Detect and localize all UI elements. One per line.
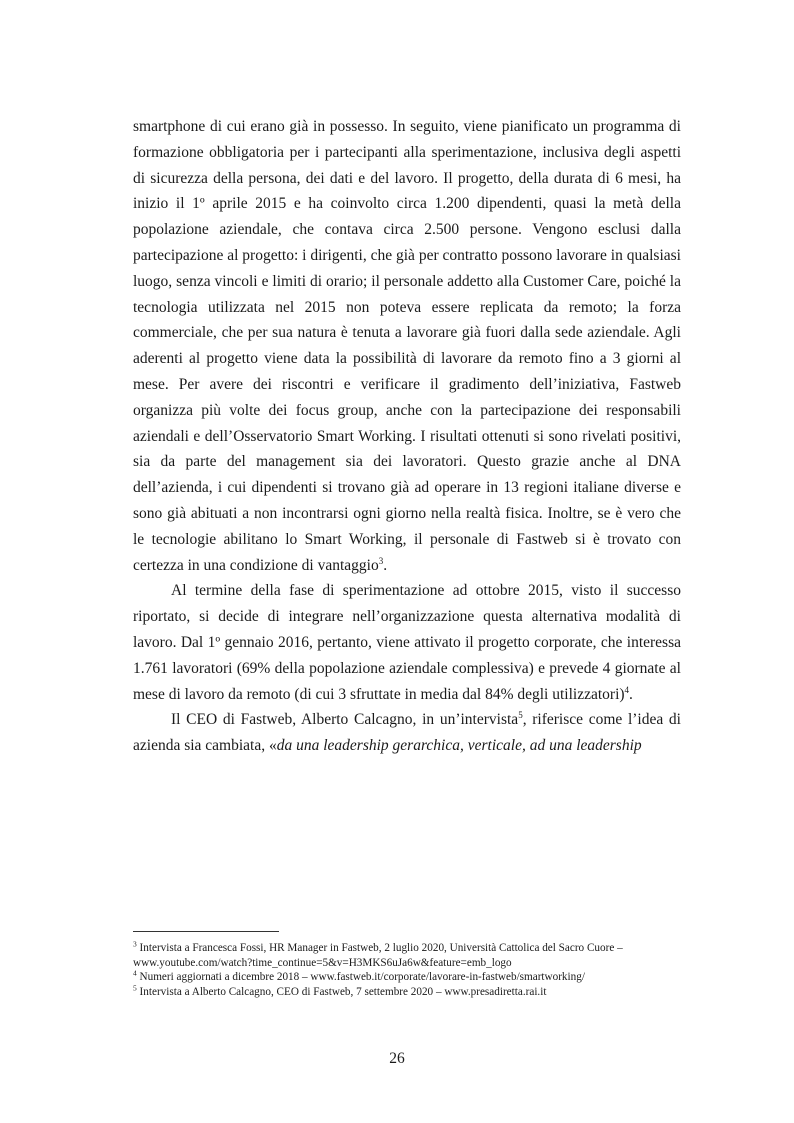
footnote-text: Intervista a Alberto Calcagno, CEO di Fastweb, 7 settembre 2020 – www.presadiretta.rai.it [136, 985, 547, 998]
paragraph-3 [133, 707, 681, 759]
paragraph-3-text-before: Il CEO di Fastweb, Alberto Calcagno, in un’intervista [171, 711, 519, 729]
page-number: 26 [389, 1050, 405, 1067]
footnote-5 [133, 985, 681, 1000]
footnotes [133, 941, 681, 999]
main-text [133, 114, 681, 759]
footnote-text: Numeri aggiornati a dicembre 2018 – www.fastweb.it/corporate/lavorare-in-fastweb/smartworking/ [136, 971, 585, 984]
footnote-3 [133, 941, 681, 970]
footnote-text: Intervista a Francesca Fossi, HR Manager in Fastweb, 2 luglio 2020, Università Cattolica del Sacro Cuore – www.youtube.com/watch?time_continue=5&v=H3MKS6uJa6w&feature=emb_logo [133, 942, 623, 969]
footnote-ref-3: 3 [378, 555, 384, 566]
paragraph-2: Al termine della fase di sperimentazione ad ottobre 2015, visto il successo riportato, si decide di integrare nell’organizzazione questa alternativa modalità di lavoro. Dal 1º gennaio 2016, pertanto, viene attivato il progetto corporate, che interessa 1.761 lavoratori (69% della popolazione aziendale complessiva) e prevede 4 giornate al mese di lavoro da remoto (di cui 3 sfruttate in media dal 84% degli utilizzatori)$^4$. [133, 582, 681, 703]
paragraph-3-text-after: , riferisce come l’idea di azienda sia cambiata, « [133, 711, 681, 755]
paragraph-1: smartphone di cui erano già in possesso. In seguito, viene pianificato un programma di formazione obbligatoria per i partecipanti alla sperimentazione, inclusiva degli aspetti di sicurezza della persona, dei dati e del lavoro. Il progetto, della durata di 6 mesi, ha inizio il 1º aprile 2015 e ha coinvolto circa 1.200 dipendenti, quasi la metà della popolazione aziendale, che contava circa 2.500 persone. Vengono esclusi dalla partecipazione al progetto: i dirigenti, che già per contratto possono lavorare in qualsiasi luogo, senza vincoli e limiti di orario; il personale addetto alla Customer Care, poiché la tecnologia utilizzata nel 2015 non poteva essere replicata da remoto; la forza commerciale, che per sua natura è tenuta a lavorare già fuori dalla sede aziendale. Agli aderenti al progetto viene data la possibilità di lavorare da remoto fino a 3 giorni al mese. Per avere dei riscontri e verificare il gradimento dell’iniziativa, Fastweb organizza più volte dei focus group, anche con la partecipazione dei responsabili aziendali e dell’Osservatorio Smart Working. I risultati ottenuti si sono rivelati positivi, sia da parte del management sia dei lavoratori. Questo grazie anche al DNA dell’azienda, i cui dipendenti si trovano già ad operare in 13 regioni italiane diverse e sono già abituati a non incontrarsi ogni giorno nella realtà fisica. Inoltre, se è vero che le tecnologie abilitano lo Smart Working, il personale di Fastweb si è trovato con certezza in una condizione di vantaggio$^3$. [133, 118, 681, 574]
footnote-number: 4 [133, 968, 137, 978]
footnote-number: 3 [133, 939, 137, 949]
footnote-ref-5: 5 [518, 710, 523, 721]
footnote-separator [133, 931, 279, 932]
paragraph-1-text: smartphone di cui erano già in possesso. In seguito, viene pianificato un programma di formazione obbligatoria per i partecipanti alla sperimentazione, inclusiva degli aspetti di sicurezza della persona, dei dati e del lavoro. Il progetto, della durata di 6 mesi, ha inizio il 1º aprile 2015 e ha coinvolto circa 1.200 dipendenti, quasi la metà della popolazione aziendale, che contava circa 2.500 persone. Vengono esclusi dalla partecipazione al progetto: i dirigenti, che già per contratto possono lavorare in qualsiasi luogo, senza vincoli e limiti di orario; il personale addetto alla Customer Care, poiché la tecnologia utilizzata nel 2015 non poteva essere replicata da remoto; la forza commerciale, che per sua natura è tenuta a lavorare già fuori dalla sede aziendale. Agli aderenti al progetto viene data la possibilità di lavorare da remoto fino a 3 giorni al mese. Per avere dei riscontri e verificare il gradimento dell’iniziativa, Fastweb organizza più volte dei focus group, anche con la partecipazione dei responsabili aziendali e dell’Osservatorio Smart Working. I risultati ottenuti si sono rivelati positivi, sia da parte del management sia dei lavoratori. Questo grazie anche al DNA dell’azienda, i cui dipendenti si trovano già ad operare in 13 regioni italiane diverse e sono già abituati a non incontrarsi ogni giorno nella realtà fisica. Inoltre, se è vero che le tecnologie abilitano lo Smart Working, il personale di Fastweb si è trovato con certezza in una condizione di vantaggio [133, 118, 681, 574]
footnote-ref-4: 4 [624, 684, 630, 695]
paragraph-3-quote: da una leadership gerarchica, verticale, ad una leadership [276, 737, 642, 755]
footnote-4 [133, 970, 681, 985]
paragraph-2-text: Al termine della fase di sperimentazione ad ottobre 2015, visto il successo riportato, si decide di integrare nell’organizzazione questa alternativa modalità di lavoro. Dal 1º gennaio 2016, pertanto, viene attivato il progetto corporate, che interessa 1.761 lavoratori (69% della popolazione aziendale complessiva) e prevede 4 giornate al mese di lavoro da remoto (di cui 3 sfruttate in media dal 84% degli utilizzatori) [133, 582, 681, 703]
footnote-number: 5 [133, 983, 137, 993]
